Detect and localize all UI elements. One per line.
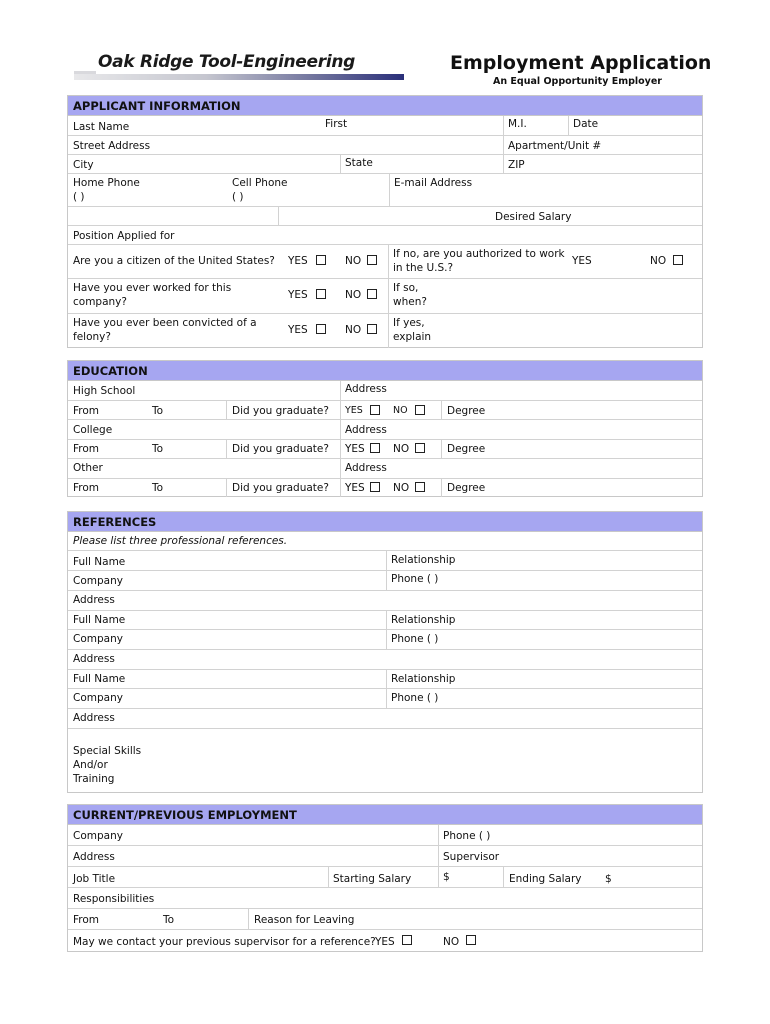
- form-row: [68, 279, 702, 314]
- no-label: NO: [393, 443, 410, 455]
- graduate-question: Did you graduate?: [232, 405, 329, 417]
- ref1-company-field[interactable]: Company: [73, 575, 123, 587]
- form-row: [68, 401, 702, 420]
- college-graduate-no-checkbox[interactable]: [415, 443, 425, 453]
- form-row: [68, 174, 702, 207]
- felony-yes-checkbox[interactable]: [316, 324, 326, 334]
- references-section: [67, 511, 703, 793]
- responsibilities-field[interactable]: Responsibilities: [73, 893, 155, 905]
- form-row: [68, 670, 702, 689]
- to-field[interactable]: To: [152, 482, 164, 494]
- ref1-address-field[interactable]: Address: [73, 594, 115, 606]
- form-row: [68, 650, 702, 670]
- middle-initial-field[interactable]: M.I.: [508, 118, 527, 130]
- form-row: [68, 314, 702, 348]
- degree-field[interactable]: Degree: [447, 482, 486, 494]
- no-label: NO: [443, 936, 460, 948]
- degree-field[interactable]: Degree: [447, 405, 486, 417]
- yes-label: YES: [288, 255, 308, 267]
- form-row: [68, 591, 702, 611]
- form-row: [68, 689, 702, 709]
- employer-phone-field[interactable]: Phone ( ): [443, 830, 491, 842]
- page-subtitle: An Equal Opportunity Employer: [493, 76, 662, 87]
- other-graduate-no-checkbox[interactable]: [415, 482, 425, 492]
- no-label: NO: [393, 482, 410, 494]
- education-section: [67, 360, 703, 497]
- form-row: [68, 207, 702, 226]
- supervisor-field[interactable]: Supervisor: [443, 851, 500, 863]
- yes-label: YES: [288, 324, 308, 336]
- ref3-company-field[interactable]: Company: [73, 692, 123, 704]
- ref3-phone-field[interactable]: Phone ( ): [391, 692, 439, 704]
- form-row: [68, 551, 702, 571]
- section-heading: REFERENCES: [68, 512, 702, 532]
- job-title-field[interactable]: Job Title: [73, 873, 116, 885]
- apartment-field[interactable]: Apartment/Unit #: [508, 140, 602, 152]
- college-graduate-yes-checkbox[interactable]: [370, 443, 380, 453]
- graduate-question: Did you graduate?: [232, 443, 329, 455]
- ref1-phone-field[interactable]: Phone ( ): [391, 573, 439, 585]
- employment-section: [67, 804, 703, 952]
- form-row: [68, 226, 702, 245]
- zip-field[interactable]: ZIP: [508, 159, 525, 171]
- from-field[interactable]: From: [73, 482, 100, 494]
- ref2-relationship-field[interactable]: Relationship: [391, 614, 456, 626]
- form-row: [68, 155, 702, 174]
- ending-salary-field[interactable]: $: [605, 873, 612, 885]
- felony-question-2: felony?: [73, 331, 111, 343]
- page-title: Employment Application: [450, 52, 712, 74]
- if-yes-label: If yes,: [393, 317, 425, 329]
- citizen-no-checkbox[interactable]: [367, 255, 377, 265]
- worked-no-checkbox[interactable]: [367, 289, 377, 299]
- logo-underline-bar: [74, 74, 404, 80]
- state-field[interactable]: State: [345, 157, 373, 169]
- skills-label-2: And/or: [73, 759, 108, 771]
- skills-label: Special Skills: [73, 745, 142, 757]
- logo-text: Oak Ridge Tool-Engineering: [98, 52, 356, 72]
- citizen-question: Are you a citizen of the United States?: [73, 255, 275, 267]
- form-row: [68, 611, 702, 630]
- form-row: [68, 846, 702, 867]
- high-school-field[interactable]: High School: [73, 385, 136, 397]
- ref1-relationship-field[interactable]: Relationship: [391, 554, 456, 566]
- position-field[interactable]: Position Applied for: [73, 230, 175, 242]
- yes-label: YES: [288, 289, 308, 301]
- form-row: [68, 825, 702, 846]
- no-label: NO: [393, 405, 408, 416]
- felony-question: Have you ever been convicted of a: [73, 317, 257, 329]
- street-address-field[interactable]: Street Address: [73, 140, 151, 152]
- employer-address-field[interactable]: Address: [73, 851, 115, 863]
- ref3-address-field[interactable]: Address: [73, 712, 115, 724]
- form-row: [68, 440, 702, 459]
- authorized-question-2: in the U.S.?: [393, 262, 454, 274]
- home-phone-label: Home Phone: [73, 177, 140, 189]
- worked-question-2: company?: [73, 296, 127, 308]
- yes-label: YES: [345, 482, 365, 494]
- ref2-address-field[interactable]: Address: [73, 653, 115, 665]
- authorized-no-checkbox[interactable]: [673, 255, 683, 265]
- from-field[interactable]: From: [73, 443, 100, 455]
- degree-field[interactable]: Degree: [447, 443, 486, 455]
- section-heading: CURRENT/PREVIOUS EMPLOYMENT: [68, 805, 702, 825]
- contact-yes-checkbox[interactable]: [402, 935, 412, 945]
- yes-label: YES: [345, 443, 365, 455]
- no-label: NO: [345, 324, 362, 336]
- from-field[interactable]: From: [73, 405, 100, 417]
- section-heading: EDUCATION: [68, 361, 702, 381]
- employment-from-field[interactable]: From: [73, 914, 100, 926]
- reason-for-leaving-field[interactable]: Reason for Leaving: [254, 914, 355, 926]
- contact-supervisor-question: May we contact your previous supervisor for a reference?: [73, 936, 376, 948]
- employment-to-field[interactable]: To: [163, 914, 175, 926]
- yes-label: YES: [345, 405, 363, 416]
- felony-no-checkbox[interactable]: [367, 324, 377, 334]
- starting-salary-field[interactable]: $: [443, 871, 450, 883]
- hs-graduate-yes-checkbox[interactable]: [370, 405, 380, 415]
- other-graduate-yes-checkbox[interactable]: [370, 482, 380, 492]
- first-name-field[interactable]: First: [325, 118, 348, 130]
- city-field[interactable]: City: [73, 159, 94, 171]
- hs-graduate-no-checkbox[interactable]: [415, 405, 425, 415]
- home-phone-field[interactable]: ( ): [73, 191, 85, 203]
- graduate-question: Did you graduate?: [232, 482, 329, 494]
- worked-question: Have you ever worked for this: [73, 282, 232, 294]
- ref3-full-name-field[interactable]: Full Name: [73, 673, 126, 685]
- ref2-full-name-field[interactable]: Full Name: [73, 614, 126, 626]
- ending-salary-label: Ending Salary: [509, 873, 582, 885]
- employer-company-field[interactable]: Company: [73, 830, 123, 842]
- company-logo: [74, 50, 414, 84]
- to-field[interactable]: To: [152, 405, 164, 417]
- when-field[interactable]: when?: [393, 296, 427, 308]
- form-row: [68, 245, 702, 279]
- skills-label-3: Training: [73, 773, 115, 785]
- references-note: Please list three professional references.: [73, 535, 288, 547]
- applicant-section: [67, 95, 703, 348]
- citizen-yes-checkbox[interactable]: [316, 255, 326, 265]
- authorized-question: If no, are you authorized to work: [393, 248, 565, 260]
- form-row: [68, 136, 702, 155]
- college-field[interactable]: College: [73, 424, 113, 436]
- form-row: [68, 709, 702, 729]
- skills-field[interactable]: [132, 729, 702, 793]
- email-field[interactable]: E-mail Address: [394, 177, 473, 189]
- form-row: [68, 420, 702, 440]
- form-row: [68, 909, 702, 930]
- high-school-address-field[interactable]: Address: [345, 383, 387, 395]
- form-row: [68, 930, 702, 952]
- form-row: [68, 479, 702, 497]
- no-label: NO: [345, 255, 362, 267]
- yes-label: YES: [375, 936, 395, 948]
- starting-salary-label: Starting Salary: [333, 873, 412, 885]
- form-row: [68, 381, 702, 401]
- ref2-phone-field[interactable]: Phone ( ): [391, 633, 439, 645]
- cell-phone-field[interactable]: ( ): [232, 191, 244, 203]
- section-heading: APPLICANT INFORMATION: [68, 96, 702, 116]
- form-row: [68, 571, 702, 591]
- cell-phone-label: Cell Phone: [232, 177, 288, 189]
- form-row: [68, 888, 702, 909]
- desired-salary-field[interactable]: Desired Salary: [495, 211, 572, 223]
- other-address-field[interactable]: Address: [345, 462, 387, 474]
- worked-yes-checkbox[interactable]: [316, 289, 326, 299]
- no-label: NO: [345, 289, 362, 301]
- yes-label: YES: [572, 255, 592, 267]
- form-row: [68, 116, 702, 136]
- college-address-field[interactable]: Address: [345, 424, 387, 436]
- ref2-company-field[interactable]: Company: [73, 633, 123, 645]
- last-name-field[interactable]: Last Name: [73, 121, 130, 133]
- other-school-field[interactable]: Other: [73, 462, 103, 474]
- form-row: [68, 532, 702, 551]
- if-so-label: If so,: [393, 282, 419, 294]
- no-label: NO: [650, 255, 667, 267]
- to-field[interactable]: To: [152, 443, 164, 455]
- contact-no-checkbox[interactable]: [466, 935, 476, 945]
- date-field[interactable]: Date: [573, 118, 599, 130]
- ref3-relationship-field[interactable]: Relationship: [391, 673, 456, 685]
- form-row: [68, 867, 702, 888]
- form-row: [68, 630, 702, 650]
- form-row: [68, 459, 702, 479]
- explain-field[interactable]: explain: [393, 331, 432, 343]
- ref1-full-name-field[interactable]: Full Name: [73, 556, 126, 568]
- form-row: [68, 729, 702, 793]
